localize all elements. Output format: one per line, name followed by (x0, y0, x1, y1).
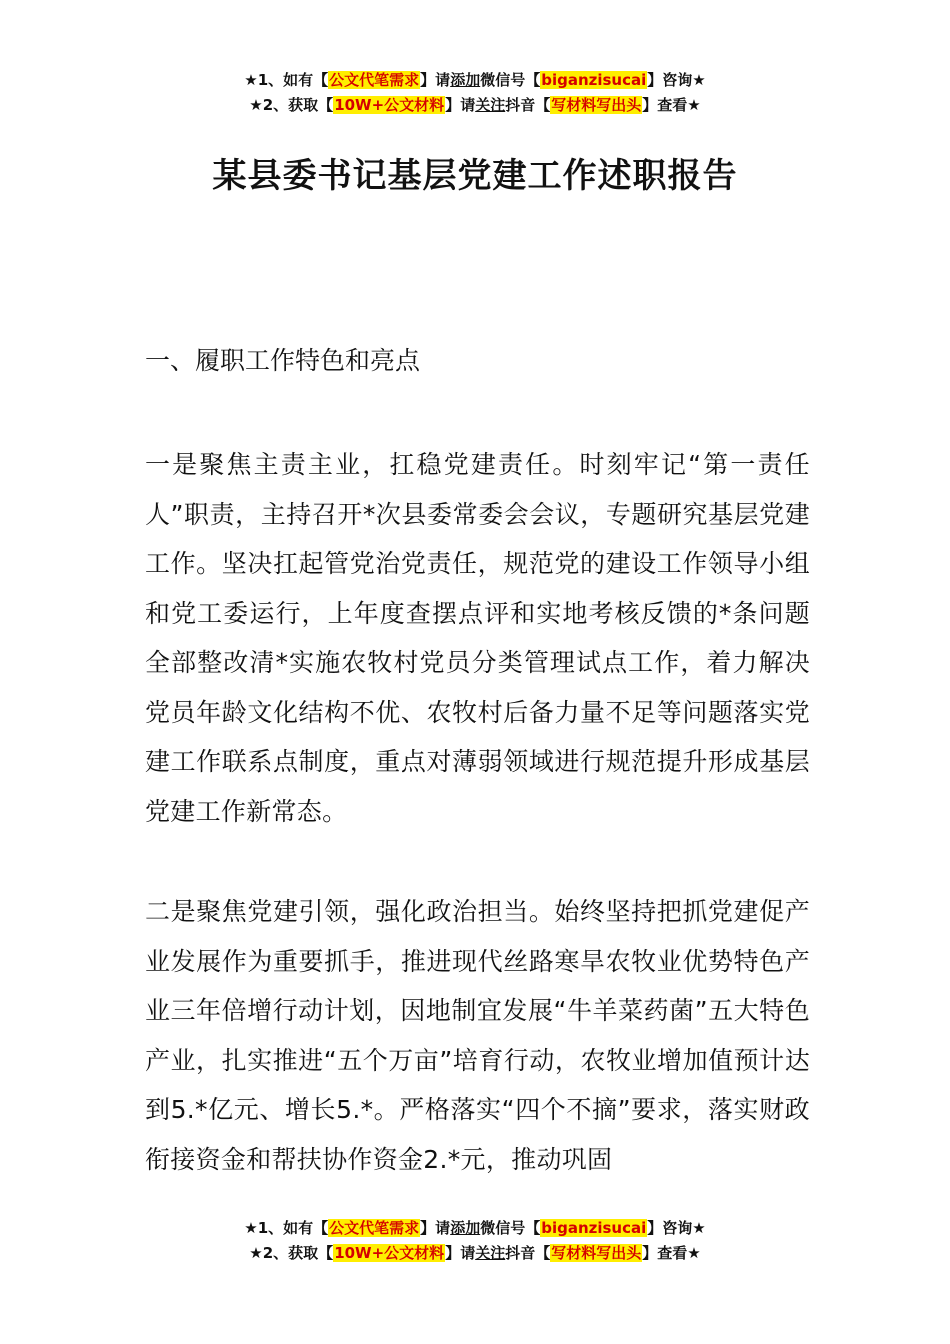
promo-line-2: ★2、获取【10W+公文材料】请关注抖音【写材料写出头】查看★ (249, 1244, 701, 1262)
highlight-service: 公文代笔需求 (329, 71, 420, 89)
body-paragraph-2: 二是聚焦党建引领，强化政治担当。始终坚持把抓党建促产业发展作为重要抓手，推进现代丝路寒旱农牧业优势特色产业三年倍增行动计划，因地制宜发展“牛羊菜药菌”五大特色产业，扎实推进“五个万亩”培育行动，农牧业增加值预计达到5.*亿元、增长5.*。严格落实“四个不摘”要求，落实财政衔接资金和帮扶协作资金2.*元，推动巩固 (145, 897, 810, 1174)
document-title: 某县委书记基层党建工作述职报告 (212, 156, 738, 196)
top-promo-banner (0, 68, 950, 118)
highlight-wechat-id: biganzisucai (541, 1219, 647, 1237)
promo-line-2: ★2、获取【10W+公文材料】请关注抖音【写材料写出头】查看★ (249, 96, 701, 114)
body-paragraph-1: 一是聚焦主责主业，扛稳党建责任。时刻牢记“第一责任人”职责，主持召开*次县委常委会会议，专题研究基层党建工作。坚决扛起管党治党责任，规范党的建设工作领导小组和党工委运行，上年度查摆点评和实地考核反馈的*条问题全部整改清*实施农牧村党员分类管理试点工作，着力解决党员年龄文化结构不优、农牧村后备力量不足等问题落实党建工作联系点制度，重点对薄弱领域进行规范提升形成基层党建工作新常态。 (145, 450, 810, 826)
highlight-douyin-id: 写材料写出头 (551, 96, 642, 114)
highlight-materials: 10W+公文材料 (334, 96, 445, 114)
section-heading: 一、履职工作特色和亮点 (145, 346, 421, 375)
highlight-service: 公文代笔需求 (329, 1219, 420, 1237)
bottom-promo-banner (0, 1216, 950, 1266)
highlight-douyin-id: 写材料写出头 (551, 1244, 642, 1262)
highlight-wechat-id: biganzisucai (541, 71, 647, 89)
promo-line-1: ★1、如有【公文代笔需求】请添加微信号【biganzisucai】咨询★ (244, 1219, 706, 1237)
highlight-materials: 10W+公文材料 (334, 1244, 445, 1262)
promo-line-1: ★1、如有【公文代笔需求】请添加微信号【biganzisucai】咨询★ (244, 71, 706, 89)
